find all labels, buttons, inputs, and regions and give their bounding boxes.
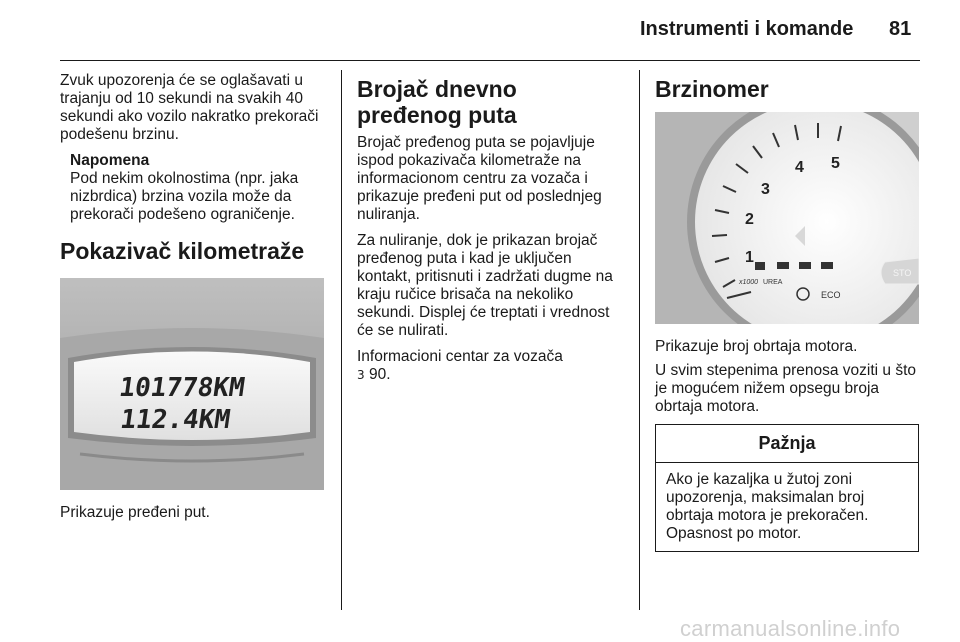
note-text: Pod nekim okolnostima (npr. jaka nizbrdica) brzina vozila može da prekorači podešeno ograničenje. [70,170,299,223]
column-divider-2 [639,70,640,610]
tachometer-para2: U svim stepenima prenosa voziti u što je mogućem nižem opsegu broja obrtaja motora. [655,362,917,415]
tachometer-photo [655,112,919,324]
page-number: 81 [889,18,912,40]
gauge-number-4: 4 [795,159,804,176]
gauge-unit-label: x1000 [739,279,759,286]
tachometer-heading: Brzinomer [655,76,769,102]
column-divider-1 [341,70,342,610]
odometer-illustration [60,278,324,490]
eco-label: ECO [821,290,841,300]
warning-title: Pažnja [656,425,918,463]
tachometer-para1: Prikazuje broj obrtaja motora. [655,338,858,355]
trip-meter-para1: Brojač pređenog puta se pojavljuje ispod pokazivača kilometraže na informacionom centru za vozača i prikazuje pređeni put od poslednjeg nuliranja. [357,134,602,223]
column-2 [357,76,625,384]
page-reference-arrow-icon: 3 [357,368,365,382]
header-rule [60,60,920,61]
column-1 [60,72,326,522]
page-reference-link[interactable]: 90. [364,366,391,383]
driver-info-center-text: Informacioni centar za vozača [357,348,563,365]
odometer-heading: Pokazivač kilometraže [60,238,305,264]
note-title: Napomena [70,152,150,169]
tachometer-illustration [655,112,919,324]
stop-button-label: STO [893,268,912,278]
gauge-number-1: 1 [745,249,754,266]
warning-text: Ako je kazaljka u žutoj zoni upozorenja, maksimalan broj obrtaja motora je prekoračen. Opasnost po motor. [666,471,869,542]
trip-meter-para3 [357,348,625,384]
header-title: Instrumenti i komande [640,18,854,40]
warning-box [655,424,919,552]
page-header [0,0,960,62]
trip-meter-heading: Brojač dnevno pređenog puta [357,76,517,128]
gauge-number-3: 3 [761,181,770,198]
gauge-number-2: 2 [745,211,754,228]
urea-label: UREA [763,279,783,286]
watermark: carmanualsonline.info [680,616,901,641]
odometer-total-readout: 101778KM [117,373,247,403]
odometer-photo [60,278,324,490]
trip-meter-para2: Za nuliranje, dok je prikazan brojač pređenog puta i kad je uključen kontakt, pritisnuti i zadržati dugme na kraju ručice brisača na nekoliko sekundi. Displej će treptati i vrednost će se nulirati. [357,232,613,339]
column-3 [655,76,925,552]
note-block [60,152,326,224]
gauge-number-5: 5 [831,155,840,172]
odometer-trip-readout: 112.4KM [118,405,233,435]
odometer-caption: Prikazuje pređeni put. [60,504,210,521]
intro-paragraph: Zvuk upozorenja će se oglašavati u trajanju od 10 sekundi na svakih 40 sekundi ako vozilo nakratko prekorači podešenu brzinu. [60,72,319,143]
